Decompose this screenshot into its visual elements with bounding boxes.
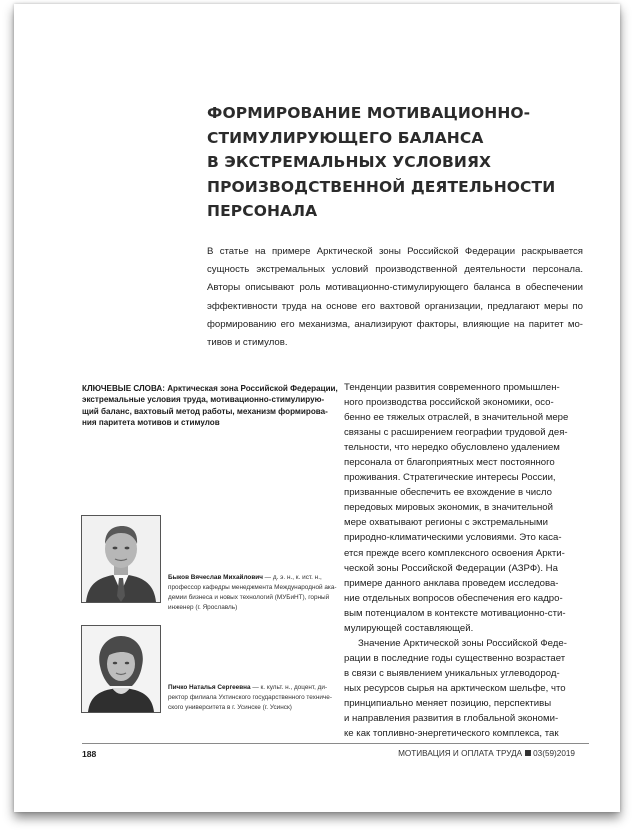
article-body [344, 380, 589, 741]
title-line: В ЭКСТРЕМАЛЬНЫХ УСЛОВИЯХ [207, 153, 492, 171]
author-bio [168, 683, 348, 713]
keywords-line: щий баланс, вахтовый метод работы, механизм формирова- [82, 406, 328, 416]
body-line: связаны с расширением географии трудовой дея- [344, 427, 568, 439]
body-line: призванные обеспечить ее вхождение в число [344, 487, 552, 499]
body-line: Тенденции развития современного промышлен- [344, 382, 560, 393]
footer-divider [82, 743, 589, 744]
author-bio-line: ректор филиала Ухтинского государственного техниче- [168, 693, 332, 701]
body-line: принципиально меняет позицию, перспективы [344, 697, 552, 709]
page-number: 188 [82, 749, 97, 759]
abstract-line: Авторы описывают роль мотивационно-стимулирующего баланса в обеспечении [207, 282, 583, 294]
journal-issue: 03(59)2019 [533, 749, 575, 758]
keywords-line: экстремальные условия труда, мотивационно-стимулирую- [82, 395, 325, 405]
title-line: ПЕРСОНАЛА [207, 202, 318, 220]
journal-page [14, 4, 620, 812]
body-line: передовых мировых экономик, в значительной [344, 502, 553, 514]
portrait-woman-image [82, 626, 160, 712]
abstract-line: сущность экстремальных условий производственной деятельности персонала. [207, 264, 583, 276]
keywords-line: ния паритета мотивов и стимулов [82, 417, 220, 427]
journal-name: МОТИВАЦИЯ И ОПЛАТА ТРУДА [398, 749, 523, 758]
body-line: рации в последние годы существенно возрастает [344, 652, 566, 664]
body-line: примере данного анклава проведем исследова- [344, 577, 559, 589]
body-line: проживания. Стратегические интересы России, [344, 472, 556, 484]
body-line: мере охватывают регионы с экстремальными [344, 517, 548, 529]
author-photo [81, 515, 161, 603]
body-line: ного производства российской экономики, осо- [344, 397, 554, 409]
abstract-line: формированию его механизма, анализируют факторы, влияющие на паритет мо- [207, 318, 583, 330]
body-line: персонала от благоприятных мест постоянного [344, 457, 555, 469]
article-title [207, 101, 577, 224]
author-credentials: — д. э. н., к. ист. н., [262, 574, 322, 581]
body-line: ется прежде всего комплексного освоения Аркти- [344, 547, 565, 559]
body-line: в связи с выявлением уникальных углеводород- [344, 667, 560, 679]
author-name: Пичко Наталья Сергеевна [168, 684, 251, 691]
abstract-line: В статье на примере Арктической зоны Российской Федерации раскрывается [207, 246, 583, 257]
author-bio-line: демии бизнеса и новых технологий (МУБиНТ), горный [168, 593, 330, 601]
abstract-line: тивов и стимулов. [207, 337, 288, 349]
journal-running-footer [398, 749, 575, 758]
author-credentials: — к. культ. н., доцент, ди- [250, 684, 328, 691]
title-line: ФОРМИРОВАНИЕ МОТИВАЦИОННО- [207, 104, 531, 122]
author-bio-line: инженер (г. Ярославль) [168, 603, 238, 611]
keywords-line: КЛЮЧЕВЫЕ СЛОВА: Арктическая зона Российской Федерации, [82, 384, 338, 393]
author-bio [168, 573, 348, 613]
body-line: ке как топливно-энергетического комплекса, так [344, 728, 559, 740]
title-line: СТИМУЛИРУЮЩЕГО БАЛАНСА [207, 128, 484, 147]
square-bullet-icon [525, 750, 531, 756]
body-line: мулирующей составляющей. [344, 622, 474, 634]
body-line: вым потенциалом в контексте мотивационно-сти- [344, 607, 566, 619]
body-line: Значение Арктической зоны Российской Феде- [358, 637, 567, 649]
body-line: и направления развития в глобальной экономи- [344, 713, 559, 725]
author-photo [81, 625, 161, 713]
body-line: ных ресурсов сырья на арктическом шельфе, что [344, 682, 566, 694]
author-name: Быков Вячеслав Михайлович [168, 574, 263, 581]
body-line: ческой зоны Российской Федерации (АЗРФ). На [344, 562, 558, 574]
body-line: тельности, что нередко обусловлено удалением [344, 442, 560, 454]
title-line: ПРОИЗВОДСТВЕННОЙ ДЕЯТЕЛЬНОСТИ [207, 177, 556, 196]
author-bio-line: ского университета в г. Усинске (г. Усинск) [168, 703, 292, 711]
author-bio-line: профессор кафедры менеджмента Международной ака- [168, 583, 337, 591]
abstract-line: эффективности труда на основе его вахтовой организации, предлагают меры по [207, 300, 583, 312]
body-line: природно-климатическими условиями. Это каса- [344, 532, 562, 544]
portrait-man-image [82, 516, 160, 602]
body-line: ние отдельных вопросов обеспечения его кадро- [344, 592, 563, 604]
article-abstract [207, 243, 583, 352]
body-line: бенно ее тяжелых отраслей, в значительной мере [344, 412, 569, 424]
keywords-block [82, 383, 337, 428]
